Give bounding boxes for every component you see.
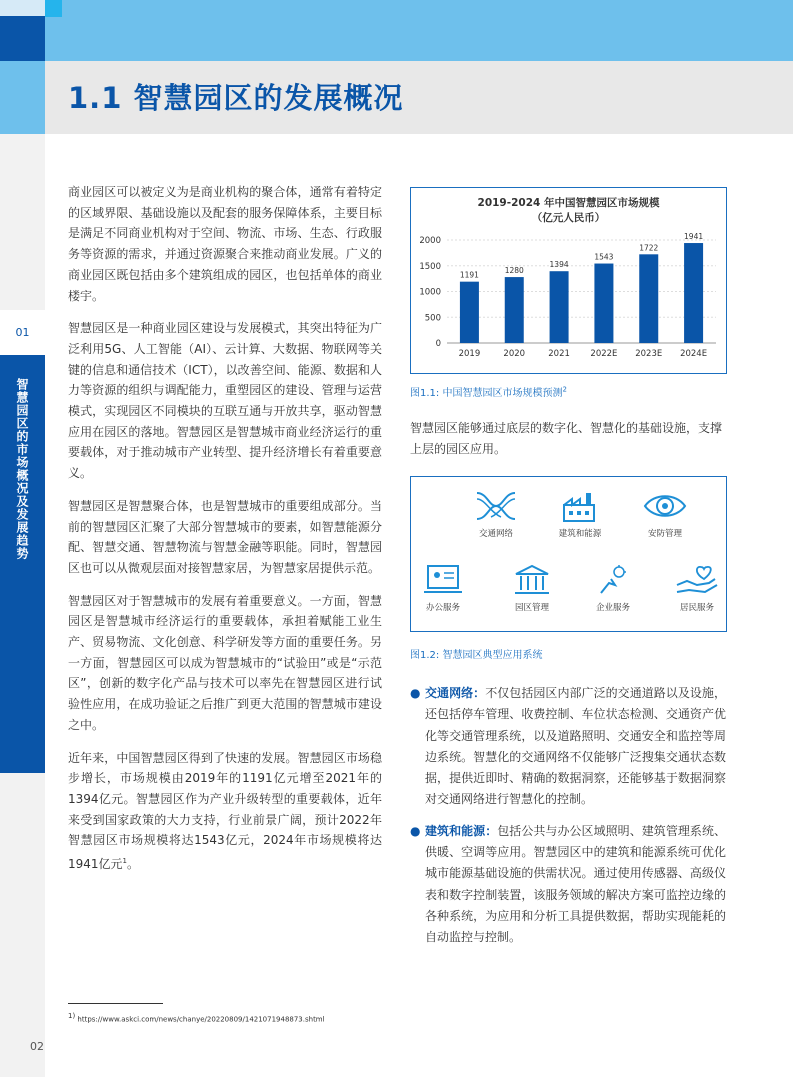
- app-item: [403, 563, 483, 613]
- chart-plot: [411, 188, 726, 373]
- x-tick-label: 2022E: [590, 349, 618, 359]
- app-item: [657, 563, 737, 613]
- bar-value-label: 1722: [639, 243, 659, 253]
- footnote-marker: 1): [68, 1012, 76, 1020]
- eye-icon: [642, 489, 688, 523]
- office-icon: [422, 563, 464, 597]
- app-label: 安防管理: [647, 529, 682, 539]
- bar: [594, 264, 613, 343]
- paragraph: 智慧园区是智慧聚合体，也是智慧城市的重要组成部分。当前的智慧园区汇聚了大部分智慧城市的要素，如智慧能源分配、智慧交通、智慧物流与智慧金融等职能。同时，智慧园区也可以从微观层面对接智慧家居，为智慧家居提供示范。: [68, 498, 382, 575]
- chart-caption: [410, 384, 567, 399]
- paragraph-market-end: 。: [127, 857, 140, 872]
- bullet-item: [410, 683, 726, 811]
- footnote-link: https://www.askci.com/news/chanye/20220809/1421071948873.shtml: [75, 1015, 325, 1024]
- paragraph-market-text: 近年来，中国智慧园区得到了快速的发展。智慧园区市场稳步增长，市场规模由2019年的1191亿元增至2021年的1394亿元。智慧园区作为产业升级转型的重要载体，近年来受到国家政策的大力支持，行业前景广阔，预计2022年智慧园区市场规模将达1543亿元，2024年市场规模将达1941亿元: [68, 750, 382, 872]
- app-item: [625, 489, 705, 539]
- apps-caption: 图1.2: 智慧园区典型应用系统: [410, 650, 543, 661]
- bullet-text: 包括公共与办公区域照明、建筑管理系统、供暖、空调等应用。智慧园区中的建筑和能源系统可优化城市能源基础设施的供需状况。通过使用传感器、高级仪表和数字控制装置，该服务领域的解决方案可监控边缘的各种系统，为应用和分析工具提供数据，帮助实现能耗的自动监控与控制。: [425, 823, 726, 945]
- app-item: [573, 563, 653, 613]
- page-title: 1.1 智慧园区的发展概况: [68, 81, 404, 115]
- bullet-name: 建筑和能源：: [425, 823, 498, 838]
- chapter-title: 智慧园区的市场概况及发展趋势: [15, 378, 29, 560]
- x-tick-label: 2021: [548, 349, 570, 359]
- bar-value-label: 1941: [684, 232, 704, 242]
- y-tick-label: 1000: [419, 287, 441, 298]
- bar: [460, 282, 479, 343]
- bar: [505, 277, 524, 343]
- app-label: 园区管理: [514, 603, 549, 613]
- bullet-item: [410, 821, 726, 949]
- bar: [639, 254, 658, 343]
- chapter-number: 01: [0, 310, 45, 355]
- chart-title: 2019-2024 年中国智慧园区市场规模: [477, 197, 660, 209]
- bullet-dot-icon: ●: [410, 686, 421, 700]
- app-item: [492, 563, 572, 613]
- x-tick-label: 2023E: [635, 349, 663, 359]
- heart-hand-icon: [675, 563, 719, 597]
- x-tick-label: 2019: [458, 349, 481, 359]
- chart-caption-ref: 2: [562, 385, 567, 394]
- x-tick-label: 2024E: [680, 349, 708, 359]
- chart-caption-text: 图1.1: 中国智慧园区市场规模预测: [410, 388, 563, 399]
- footnote-divider: [68, 1003, 163, 1004]
- app-label: 居民服务: [679, 603, 714, 613]
- y-tick-label: 0: [435, 339, 441, 349]
- y-tick-label: 2000: [419, 236, 441, 246]
- service-hand-icon: [593, 563, 633, 597]
- bar: [684, 243, 703, 343]
- paragraph-market: [68, 748, 382, 875]
- x-tick-label: 2020: [503, 349, 526, 359]
- apps-figure: [410, 476, 727, 632]
- y-tick-label: 500: [424, 313, 441, 324]
- right-paragraph: 智慧园区能够通过底层的数字化、智慧化的基础设施，支撑上层的园区应用。: [410, 421, 723, 456]
- bullet-list: [410, 683, 726, 959]
- app-label: 企业服务: [595, 603, 630, 613]
- header-band: [0, 0, 793, 61]
- left-column: [68, 182, 382, 887]
- app-label: 交通网络: [478, 529, 513, 539]
- building-icon: [512, 563, 552, 597]
- app-item: [540, 489, 620, 539]
- app-label: 办公服务: [425, 603, 460, 613]
- paragraph: 智慧园区对于智慧城市的发展有着重要意义。一方面，智慧园区是智慧城市经济运行的重要载体，承担着赋能工业生产、贸易物流、文化创意、科学研发等方面的重要任务。另一方面，智慧园区可以成为智慧城市的“试验田”或是“示范区”，创新的数字化产品与技术可以率先在智慧园区进行试验性应用，在成功验证之后推广到更大范围的智慧城市建设之中。: [68, 593, 382, 732]
- factory-icon: [560, 489, 600, 523]
- market-chart: [410, 187, 727, 374]
- app-label: 建筑和能源: [558, 529, 602, 539]
- footnote-ref: 1: [122, 857, 128, 866]
- bar: [550, 271, 569, 343]
- paragraph: 商业园区可以被定义为是商业机构的聚合体，通常有着特定的区域界限、基础设施以及配套的服务保障体系，主要目标是满足不同商业机构对于空间、物流、市场、生态、行政服务等资源的需求，并通过资源聚合来推动商业发展。广义的商业园区既包括由多个建筑组成的园区，也包括单体的商业楼宇。: [68, 185, 382, 303]
- title-band-left: [0, 61, 45, 134]
- bullet-name: 交通网络：: [425, 686, 486, 700]
- y-tick-label: 1500: [419, 261, 441, 272]
- paragraph: 智慧园区是一种商业园区建设与发展模式，其突出特征为广泛利用5G、人工智能（AI）、云计算、大数据、物联网等关键的信息和通信技术（ICT），以改善空间、能源、数据和人力等资源的组织与调配能力，重塑园区的建设、管理与运营模式，实现园区不同模块的互联互通与开放共享，驱动智慧应用在园区的落地。智慧园区是智慧城市商业经济运行的重要载体，对于推动城市产业转型、提升经济增长有着重要意义。: [68, 321, 382, 481]
- page-number: 02: [30, 1040, 44, 1053]
- app-item: [456, 489, 536, 539]
- bar-value-label: 1394: [549, 260, 569, 270]
- header-corner-light: [0, 0, 45, 16]
- header-corner-dark: [0, 16, 45, 61]
- bullet-text: 不仅包括园区内部广泛的交通道路以及设施，还包括停车管理、收费控制、车位状态检测、交通资产优化等交通管理系统，以及道路照明、交通安全和监控等周边系统。智慧化的交通网络不仅能够广泛搜集交通状态数据，提供近即时、精确的数据洞察，还能够基于数据洞察对交通网络进行智慧化的控制。: [425, 686, 726, 807]
- header-corner-accent: [45, 0, 62, 17]
- chart-subtitle: （亿元人民币）: [531, 212, 606, 224]
- bar-value-label: 1280: [504, 266, 524, 276]
- footnote: [68, 1012, 325, 1023]
- bar-value-label: 1543: [594, 252, 614, 262]
- bar-value-label: 1191: [459, 270, 479, 280]
- network-icon: [473, 489, 519, 523]
- bullet-dot-icon: ●: [410, 823, 421, 838]
